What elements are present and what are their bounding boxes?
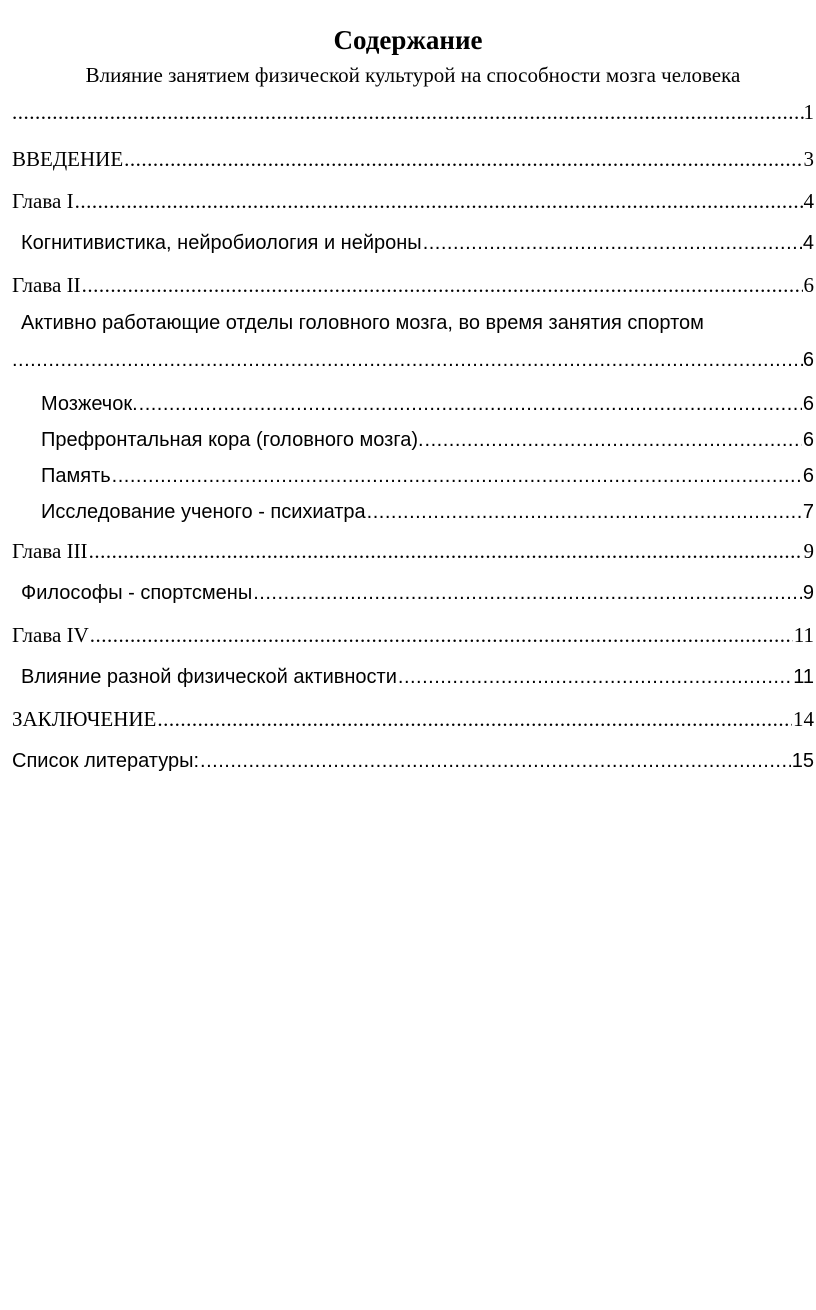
toc-page-number: 9	[803, 539, 814, 563]
toc-page-number: 11	[793, 623, 814, 647]
toc-entry-label: Исследование ученого - психиатра	[41, 501, 366, 523]
toc-leader	[157, 698, 792, 740]
toc-entry-label: Когнитивистика, нейробиология и нейроны	[21, 232, 422, 254]
toc-page-number: 6	[803, 273, 814, 297]
toc-entry-label: Влияние разной физической активности	[21, 666, 397, 688]
toc-leader	[139, 386, 802, 422]
toc-page-number: 11	[793, 666, 814, 688]
toc-entry-label: Мозжечок.	[41, 393, 138, 415]
toc-leader	[90, 614, 793, 656]
toc-leader	[367, 494, 802, 530]
toc-entry-psychiatrist-study[interactable]	[12, 494, 814, 530]
toc-leader	[124, 138, 802, 180]
toc-entry-introduction[interactable]	[12, 138, 814, 180]
toc-page-number: 7	[802, 501, 814, 523]
toc-page-number: 1	[803, 100, 814, 124]
toc-entry-label: Активно работающие отделы головного мозга, во время занятия спортом	[21, 312, 704, 334]
toc-entry-label: Влияние занятием физической культурой на способности мозга человека	[85, 63, 741, 87]
toc-entry-philosophers-athletes[interactable]	[12, 572, 814, 614]
toc-entry-references[interactable]	[12, 740, 814, 782]
toc-entry-conclusion[interactable]	[12, 698, 814, 740]
toc-page-number: 6	[802, 393, 814, 415]
toc-page-number: 4	[803, 189, 814, 213]
toc-entry-main-topic[interactable]	[12, 58, 814, 138]
toc-leader	[12, 92, 804, 132]
toc-entry-prefrontal-cortex[interactable]	[12, 422, 814, 458]
toc-entry-label: Глава II	[12, 273, 81, 297]
toc-page-number: 15	[791, 750, 814, 772]
toc-entry-label: Список литературы:	[12, 750, 200, 772]
toc-entry-chapter-2[interactable]	[12, 264, 814, 306]
table-of-contents	[12, 58, 814, 782]
toc-entry-label: Глава III	[12, 539, 88, 563]
toc-page-number: 4	[802, 232, 814, 254]
toc-entry-label: Философы - спортсмены	[21, 582, 253, 604]
toc-entry-chapter-1[interactable]	[12, 180, 814, 222]
toc-entry-label: Глава I	[12, 189, 74, 213]
toc-entry-chapter-3[interactable]	[12, 530, 814, 572]
toc-leader	[12, 340, 803, 380]
toc-entry-chapter-4[interactable]	[12, 614, 814, 656]
toc-leader	[398, 656, 792, 698]
toc-entry-cerebellum[interactable]	[12, 386, 814, 422]
toc-leader	[75, 180, 803, 222]
toc-leader	[423, 222, 802, 264]
toc-leader	[253, 572, 802, 614]
toc-leader	[82, 264, 803, 306]
toc-page-number: 9	[802, 582, 814, 604]
toc-leader	[200, 740, 791, 782]
toc-entry-label: Глава IV	[12, 623, 89, 647]
toc-entry-brain-regions[interactable]	[12, 306, 814, 386]
toc-entry-label: ЗАКЛЮЧЕНИЕ	[12, 707, 157, 731]
toc-page-number: 6	[802, 349, 814, 371]
toc-entry-label: Память	[41, 465, 111, 487]
toc-page-number: 3	[803, 147, 814, 171]
toc-entry-physical-activity-influence[interactable]	[12, 656, 814, 698]
toc-page-number: 6	[802, 465, 814, 487]
toc-leader	[89, 530, 803, 572]
toc-entry-label: Префронтальная кора (головного мозга).	[41, 429, 424, 451]
toc-leader	[425, 422, 802, 458]
toc-title: Содержание	[333, 25, 483, 55]
toc-entry-memory[interactable]	[12, 458, 814, 494]
toc-leader	[112, 458, 802, 494]
toc-page-number: 6	[802, 429, 814, 451]
toc-entry-cognitive-science[interactable]	[12, 222, 814, 264]
toc-page-number: 14	[793, 707, 814, 731]
toc-entry-label: ВВЕДЕНИЕ	[12, 147, 124, 171]
